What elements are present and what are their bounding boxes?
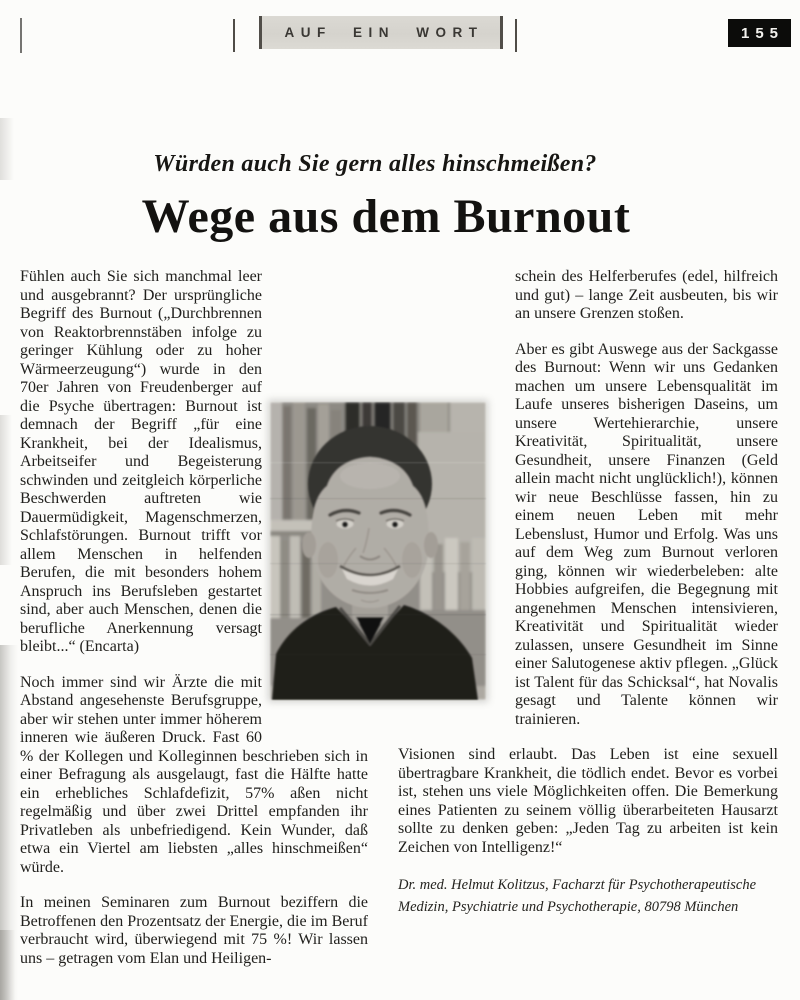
paragraph-right-3: Visionen sind erlaubt. Das Leben ist eine sexuell übertragbare Krankheit, die tödlich endet. Bevor es vorbei ist, stehen uns viele Möglichkeiten offen. Die Bemerkung eines Patienten zu seinem völlig überarbeiteten Hausarzt sollte zu denken geben: „Jeden Tag zu arbeiten ist kein Zeichen von Intelligenz!“	[398, 746, 778, 856]
author-credit-line-1: Dr. med. Helmut Kolitzus, Facharzt für Psychotherapeutische	[398, 877, 757, 893]
paragraph-left-1: Fühlen auch Sie sich manchmal leer und ausgebrannt? Der ursprüngliche Begriff des Burnout („Durchbrennen von Reaktorbrennstäben infolge zu geringer Kühlung oder zu hoher Wärmeerzeugung“) wurde in den 70er Jahren von Freudenberger auf die Psyche übertragen: Burnout ist demnach der Begriff „für eine Krankheit, bei der Idealismus, Arbeitseifer und Begeisterung schwinden und zeitgleich körperliche Beschwerden auftreten wie Dauermüdigkeit, Magenschmerzen, Schlafstörungen. Burnout trifft vor allem Menschen in helfenden Berufen, die mit besonders hohem Anspruch ins Berufsleben gestartet sind, aber auch Menschen, denen die berufliche Anerkennung versagt bleibt...“ (Encarta)	[20, 268, 262, 655]
portrait-photo-illustration	[270, 402, 486, 700]
portrait-photo	[270, 402, 486, 700]
paragraph-right-1: schein des Helferberufes (edel, hilfreich und gut) – lange Zeit ausbeuten, bis wir an unsere Grenzen stoßen.	[515, 268, 778, 322]
section-header-box	[259, 16, 503, 49]
page-number: 155	[740, 24, 785, 42]
article-kicker: Würden auch Sie gern alles hinschmeißen?	[153, 151, 597, 177]
paragraph-left-3: In meinen Seminaren zum Burnout beziffern die Betroffenen den Prozentsatz der Energie, die im Beruf verbraucht wird, überwiegend mit 75 %! Wir lassen uns – getragen vom Elan und Heiligen-	[20, 894, 368, 967]
scan-smudge-bottom-left	[0, 645, 18, 1000]
paragraph-left-2: Noch immer sind wir Ärzte die mit Abstand angesehenste Berufsgruppe, aber wir stehen unter immer höherem inneren wie äußeren Druck. Fast 60 % der Kollegen und Kolleginnen beschrieben sich in einer Befragung als ausgelaugt, fast die Hälfte hatte ein erhebliches Schlafdefizit, 57% aßen nicht regelmäßig und über zwei Drittel empfanden ihr Privatleben als unbefriedigend. Kein Wunder, daß etwa ein Viertel am liebsten „alles hinschmeißen“ würde.	[20, 673, 368, 876]
scan-smudge-mid-left	[0, 415, 12, 565]
header-rule-left	[233, 19, 235, 52]
scan-smudge-corner	[0, 930, 15, 1000]
author-credit-line-2: Medizin, Psychiatrie und Psychotherapie, 80798 München	[398, 899, 739, 915]
article-title: Wege aus dem Burnout	[141, 190, 631, 243]
paragraph-right-2: Aber es gibt Auswege aus der Sackgasse des Burnout: Wenn wir uns Gedanken machen um unsere Lebensqualität im Laufe unseres bisherigen Daseins, um unsere Wertehierarchie, unsere Kreativität, Spiritualität, unsere Gesundheit, unsere Finanzen (Geld allein macht nicht unglücklich!), können wir neue Beschlüsse fassen, hin zu einem neuen Leben mit mehr Lebenslust, Humor und Erfolg. Was uns auf dem Weg zum Burnout verloren ging, können wir wiederbeleben: alte Hobbies aufgreifen, die Begegnung mit angenehmen Menschen intensivieren, Kreativität und Spiritualität wieder zulassen, unsere Gesundheit im Sinne einer Salutogenese aktiv pflegen. „Glück ist Talent für das Schicksal“, hat Novalis gesagt und Talente können wir trainieren.	[515, 340, 778, 728]
scan-mark-left	[20, 18, 22, 53]
section-label: AUF EIN WORT	[284, 25, 484, 40]
header-rule-right	[515, 19, 517, 52]
author-credit	[398, 874, 778, 918]
page-number-badge	[728, 19, 791, 47]
